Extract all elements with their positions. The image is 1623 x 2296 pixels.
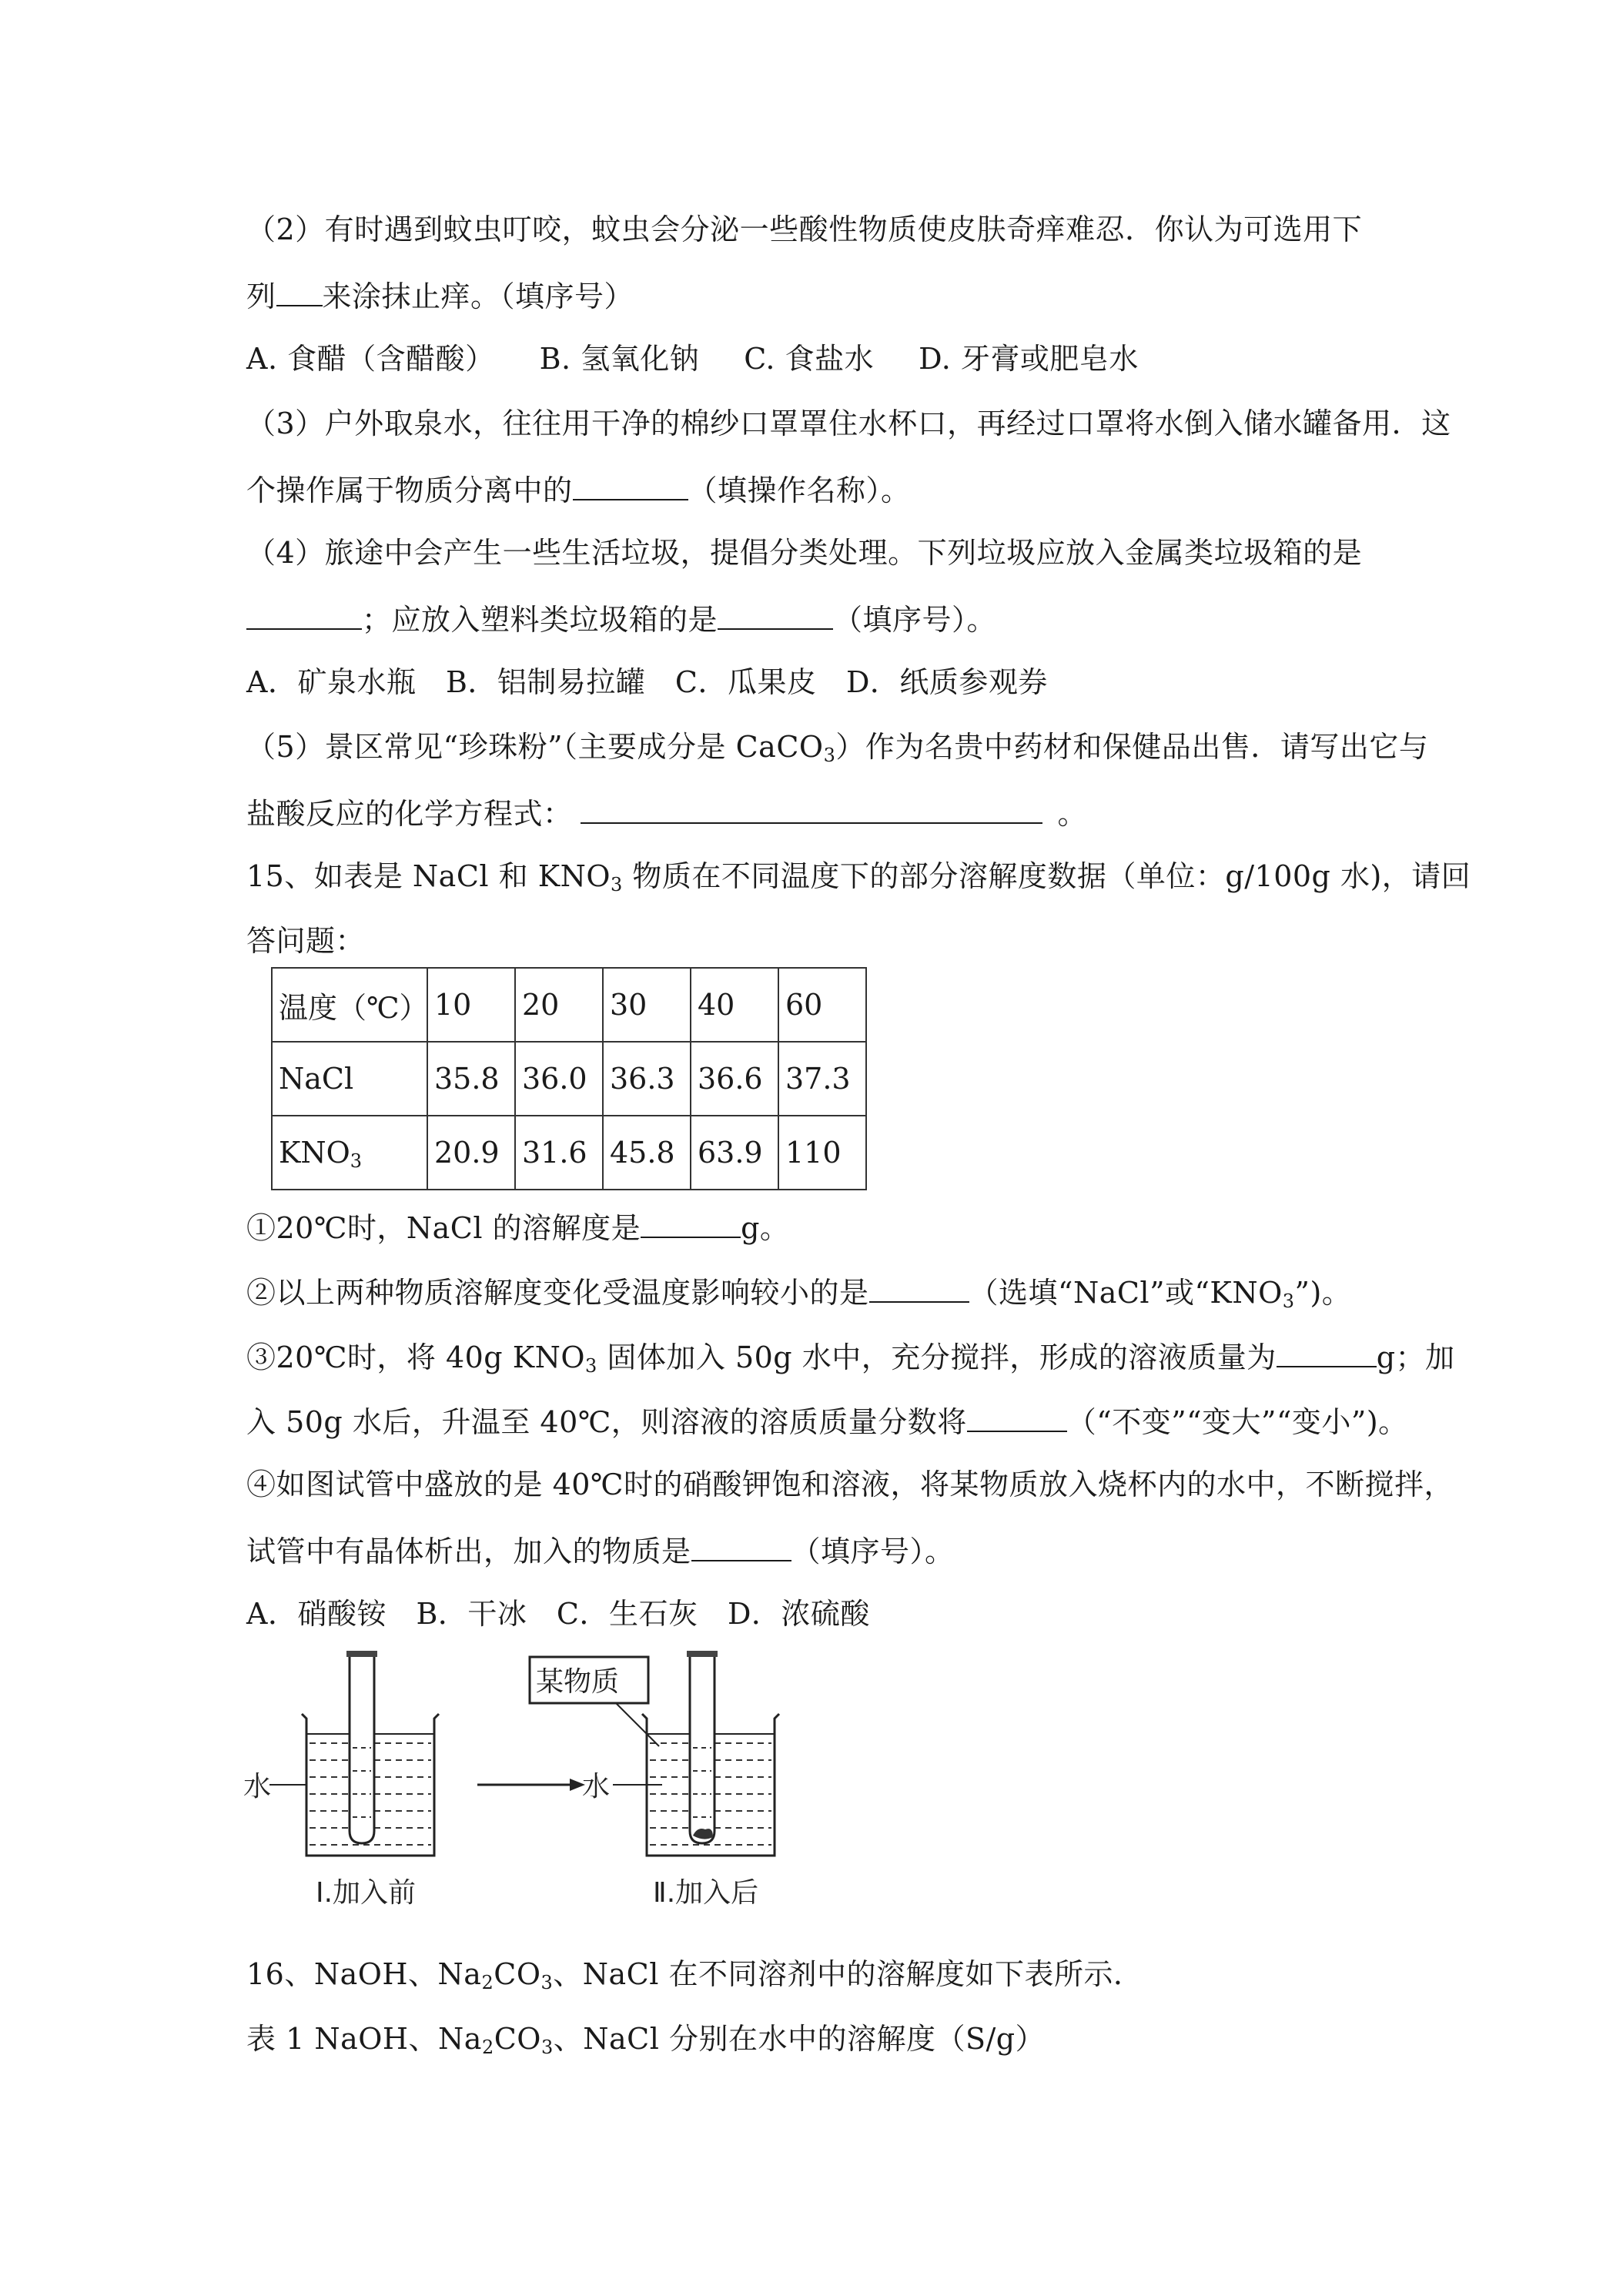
equation-blank[interactable] (581, 793, 1042, 824)
q15-sub1-text-b: g。 (741, 1211, 790, 1245)
subscript: 3 (540, 1972, 554, 1993)
q15-sub3-text-d: 入 50g 水后，升温至 40℃，则溶液的溶质质量分数将 (246, 1405, 967, 1439)
q16-intro-text-a: 16、NaOH、Na (246, 1957, 482, 1991)
beaker-after (530, 1651, 779, 1909)
table-row (272, 1116, 866, 1190)
table-cell: 37.3 (778, 1042, 866, 1116)
table-header-cell: 10 (427, 968, 515, 1042)
q14-part3-text-a: 个操作属于物质分离中的 (246, 474, 573, 507)
option-d: D. 牙膏或肥皂水 (919, 342, 1139, 376)
answer-blank[interactable] (691, 1531, 791, 1561)
table-cell: 36.3 (603, 1042, 691, 1116)
arrow-icon (477, 1779, 585, 1791)
subscript: 3 (585, 1355, 597, 1377)
table-header-cell: 60 (778, 968, 866, 1042)
q15-sub4-text-a: 试管中有晶体析出，加入的物质是 (246, 1535, 691, 1568)
q14-part5-text-c: 盐酸反应的化学方程式： (246, 797, 573, 831)
test-tube (350, 1655, 374, 1843)
table-cell: 110 (778, 1116, 866, 1190)
q15-sub4-line1: ④如图试管中盛放的是 40℃时的硝酸钾饱和溶液，将某物质放入烧杯内的水中，不断搅拌， (246, 1468, 1454, 1501)
subscript: 3 (611, 874, 623, 895)
q14-part5-text-b: ）作为名贵中药材和保健品出售．请写出它与 (835, 730, 1429, 764)
q15-sub1 (246, 1207, 789, 1247)
table-cell: 20.9 (427, 1116, 515, 1190)
q15-sub3-line1 (246, 1337, 1455, 1376)
test-tube-cap (687, 1651, 718, 1657)
q16-table1-caption (246, 2020, 1045, 2057)
option-c: C. 食盐水 (744, 342, 875, 376)
q16-caption-text-b: CO (494, 2022, 541, 2056)
answer-blank[interactable] (718, 599, 833, 630)
q15-sub4-line2 (246, 1531, 955, 1570)
q15-sub2-text-a: ②以上两种物质溶解度变化受温度影响较小的是 (246, 1276, 869, 1310)
subscript: 2 (481, 2037, 494, 2058)
q15-sub2 (246, 1272, 1351, 1311)
q15-sub2-text-b: （选填“NaCl”或“KNO (969, 1276, 1283, 1310)
caption-after: Ⅱ.加入后 (653, 1877, 759, 1909)
table-header-cell: 温度（℃） (272, 968, 427, 1042)
q15-intro-line2: 答问题： (246, 924, 366, 958)
q14-part5-period: 。 (1057, 797, 1088, 831)
test-tube-cap (346, 1651, 377, 1657)
table-row (272, 1042, 866, 1116)
table-cell: 31.6 (515, 1116, 603, 1190)
q14-part2-options (246, 340, 1139, 377)
kno3-label: KNO (279, 1136, 350, 1170)
q15-sub1-text-a: ①20℃时，NaCl 的溶解度是 (246, 1211, 641, 1245)
answer-blank[interactable] (246, 599, 362, 630)
q14-part4-options: A．矿泉水瓶 B．铝制易拉罐 C．瓜果皮 D．纸质参观券 (246, 665, 1048, 699)
table-header-cell: 40 (691, 968, 778, 1042)
q16-intro-text-b: CO (494, 1957, 541, 1991)
q14-part3-line2 (246, 470, 911, 509)
table-cell: 36.6 (691, 1042, 778, 1116)
answer-blank[interactable] (1277, 1337, 1377, 1367)
solubility-table (271, 967, 867, 1190)
option-b: B. 氢氧化钠 (539, 342, 700, 376)
q15-sub3-text-b: 固体加入 50g 水中，充分搅拌，形成的溶液质量为 (597, 1340, 1277, 1374)
subscript: 3 (540, 2037, 554, 2058)
q14-part4-text-a: ；应放入塑料类垃圾箱的是 (362, 603, 718, 637)
q15-intro-text-b: 物质在不同温度下的部分溶解度数据（单位：g/100g 水)，请回 (622, 859, 1471, 893)
subscript: 3 (823, 745, 836, 766)
table-row-label (272, 1116, 427, 1190)
q15-sub2-text-c: ”)。 (1294, 1276, 1352, 1310)
answer-blank[interactable] (573, 470, 688, 500)
q16-intro-text-c: 、NaCl 在不同溶剂中的溶解度如下表所示． (553, 1957, 1143, 1991)
option-a: A. 食醋（含醋酸） (246, 342, 495, 376)
subscript: 3 (1282, 1290, 1295, 1312)
q14-part2-text-b: 来涂抹止痒。（填序号） (322, 279, 634, 313)
answer-blank[interactable] (869, 1272, 969, 1303)
answer-blank[interactable] (641, 1207, 741, 1238)
subscript: 3 (350, 1150, 363, 1172)
test-tube (690, 1655, 714, 1843)
substance-pointer (616, 1703, 659, 1746)
q14-part4-line2 (246, 599, 996, 638)
table-cell: 35.8 (427, 1042, 515, 1116)
water-label-left: 水 (243, 1771, 272, 1802)
q15-sub3-text-e: （“不变”“变大”“变小”)。 (1066, 1405, 1408, 1439)
q14-part2-text-a: 列 (246, 279, 276, 313)
q16-caption-text-c: 、NaCl 分别在水中的溶解度（S/g） (553, 2022, 1046, 2056)
table-header-cell: 30 (603, 968, 691, 1042)
answer-blank[interactable] (276, 276, 323, 306)
caption-before: Ⅰ.加入前 (316, 1877, 417, 1909)
q16-intro (246, 1956, 1143, 1993)
q14-part4-line1: （4）旅途中会产生一些生活垃圾，提倡分类处理。下列垃圾应放入金属类垃圾箱的是 (246, 536, 1363, 570)
q15-sub4-options: A．硝酸铵 B．干冰 C．生石灰 D．浓硫酸 (246, 1597, 870, 1631)
q15-intro-text-a: 15、如表是 NaCl 和 KNO (246, 859, 611, 893)
q15-sub3-text-a: ③20℃时，将 40g KNO (246, 1340, 585, 1374)
table-cell: 63.9 (691, 1116, 778, 1190)
q14-part3-text-b: （填操作名称）。 (688, 474, 911, 507)
q15-intro-line1 (246, 858, 1471, 895)
table-cell: 36.0 (515, 1042, 603, 1116)
table-row (272, 968, 866, 1042)
table-row-label: NaCl (272, 1042, 427, 1116)
table-header-cell: 20 (515, 968, 603, 1042)
q14-part5-line2 (246, 793, 1087, 832)
q16-caption-text-a: 表 1 NaOH、Na (246, 2022, 482, 2056)
beaker-before (243, 1651, 439, 1909)
q14-part3-line1: （3）户外取泉水，往往用干净的棉纱口罩罩住水杯口，再经过口罩将水倒入储水罐备用．这 (246, 407, 1451, 440)
q15-sub3-line2 (246, 1401, 1408, 1441)
q14-part5-line1 (246, 728, 1428, 765)
q15-sub3-text-c: g；加 (1376, 1340, 1455, 1374)
answer-blank[interactable] (967, 1401, 1067, 1432)
q14-part4-text-b: （填序号）。 (833, 603, 997, 637)
q14-part2-line2 (246, 276, 634, 315)
q15-sub4-text-b: （填序号）。 (791, 1535, 955, 1568)
q14-part2-line1: （2）有时遇到蚊虫叮咬，蚊虫会分泌一些酸性物质使皮肤奇痒难忍．你认为可选用下 (246, 213, 1363, 246)
beaker-figure (231, 1648, 832, 1925)
substance-label: 某物质 (536, 1666, 620, 1698)
q14-part5-text-a: （5）景区常见“珍珠粉”（主要成分是 CaCO (246, 730, 824, 764)
subscript: 2 (481, 1972, 494, 1993)
water-label-right: 水 (582, 1771, 611, 1802)
table-cell: 45.8 (603, 1116, 691, 1190)
